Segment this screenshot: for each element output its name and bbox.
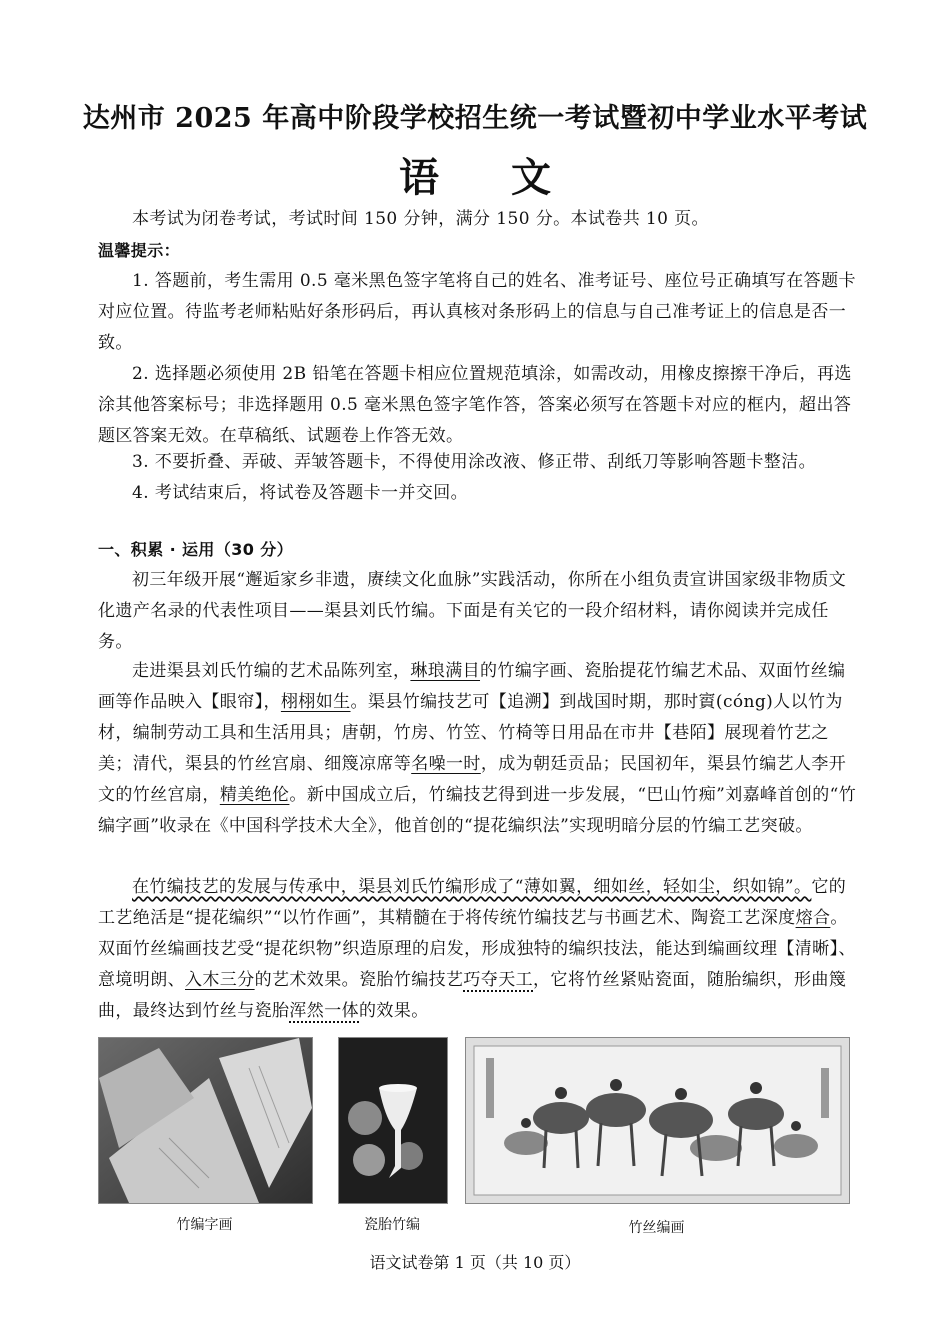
p1-text-2: 的竹编字画、瓷胎提花竹编艺术品、双面竹丝编画等作品映入【眼帘】， [98, 661, 846, 712]
p2-text-3: 的艺术效果。瓷胎竹编技艺 [254, 970, 464, 990]
tips-heading: 温馨提示： [98, 241, 181, 260]
bamboo-calligraphy-photo [98, 1037, 313, 1204]
p2-text-1: 它的工艺绝活是“提花编织”“以竹作画”，其精髓在于将传统竹编技艺与书画艺术、陶瓷工艺深度 [98, 877, 847, 928]
p2-text-4: ，它将竹丝紧贴瓷面，随胎编织，形曲篾曲，最终达到竹丝与瓷胎 [98, 970, 847, 1021]
underlined-phrase-3: 名噪一时 [411, 754, 481, 774]
underlined-phrase-1: 琳琅满目 [410, 661, 481, 681]
section-heading: 一、积累 · 运用（30 分） [98, 540, 294, 559]
tip-item-1: 1. 答题前，考生需用 0.5 毫米黑色签字笔将自己的姓名、准考证号、座位号正确填写在答题卡对应位置。待监考老师粘贴好条形码后，再认真核对条形码上的信息与自己准考证上的信息是否一致。 [98, 271, 856, 353]
p2-text-2: 。双面竹丝编画技艺受“提花织物”织造原理的启发，形成独特的编织技法，能达到编画纹理【清晰】、意境明朗、 [98, 908, 856, 990]
underlined-word-ronghe: 熔合 [795, 908, 831, 928]
page-footer: 语文试卷第 1 页（共 10 页） [369, 1253, 581, 1272]
p1-text-4: ，成为朝廷贡品；民国初年，渠县竹编艺人李开文的竹丝宫扇， [98, 754, 847, 805]
dotted-phrase-hunran: 浑然一体 [289, 1001, 360, 1021]
exam-intro: 本考试为闭卷考试，考试时间 150 分钟，满分 150 分。本试卷共 10 页。 [132, 209, 709, 229]
p1-text-1: 走进渠县刘氏竹编的艺术品陈列室， [132, 661, 411, 681]
figure-caption-1: 竹编字画 [176, 1217, 233, 1233]
material-paragraph-2 [98, 872, 858, 1027]
bamboo-silk-painting-photo [465, 1037, 850, 1204]
underlined-phrase-4: 精美绝伦 [219, 785, 290, 805]
figure-caption-2: 瓷胎竹编 [364, 1217, 420, 1233]
underlined-phrase-2: 栩栩如生 [280, 692, 351, 712]
material-paragraph-1 [98, 656, 858, 842]
section-lead: 初三年级开展“邂逅家乡非遗，赓续文化血脉”实践活动，你所在小组负责宣讲国家级非物质文化遗产名录的代表性项目——渠县刘氏竹编。下面是有关它的一段介绍材料，请你阅读并完成任务。 [98, 570, 847, 652]
p1-text-5: 。新中国成立后，竹编技艺得到进一步发展，“巴山竹痴”刘嘉峰首创的“竹编字画”收录在《中国科学技术大全》，他首创的“提花编织法”实现明暗分层的竹编工艺突破。 [98, 785, 857, 836]
subject-title: 语文 [399, 154, 623, 201]
porcelain-bamboo-photo [338, 1037, 448, 1204]
p2-text-5: 的效果。 [359, 1001, 429, 1021]
wavy-underlined-sentence: 在竹编技艺的发展与传承中，渠县刘氏竹编形成了“薄如翼，细如丝，轻如尘，织如锦”。 [132, 877, 812, 897]
exam-title: 达州市 2025 年高中阶段学校招生统一考试暨初中学业水平考试 [82, 103, 868, 134]
tip-item-4: 4. 考试结束后，将试卷及答题卡一并交回。 [132, 483, 469, 503]
p1-text-3: 。渠县竹编技艺可【追溯】到战国时期，那时賨(cóng)人以竹为材，编制劳动工具和生活用具；唐朝，竹房、竹笠、竹椅等日用品在市井【巷陌】展现着竹艺之美；清代，渠县的竹丝宫扇、细篾凉席等 [98, 692, 843, 774]
figure-caption-3: 竹丝编画 [628, 1220, 685, 1236]
dotted-phrase-qiaoduo: 巧夺天工 [463, 970, 534, 990]
tip-item-2: 2. 选择题必须使用 2B 铅笔在答题卡相应位置规范填涂，如需改动，用橡皮擦擦干净后，再选涂其他答案标号；非选择题用 0.5 毫米黑色签字笔作答，答案必须写在答题卡对应的框内，超出答题区答案无效。在草稿纸、试题卷上作答无效。 [98, 364, 852, 446]
tip-item-3: 3. 不要折叠、弄破、弄皱答题卡，不得使用涂改液、修正带、刮纸刀等影响答题卡整洁。 [132, 452, 817, 472]
underlined-phrase-rumu: 入木三分 [185, 970, 255, 990]
